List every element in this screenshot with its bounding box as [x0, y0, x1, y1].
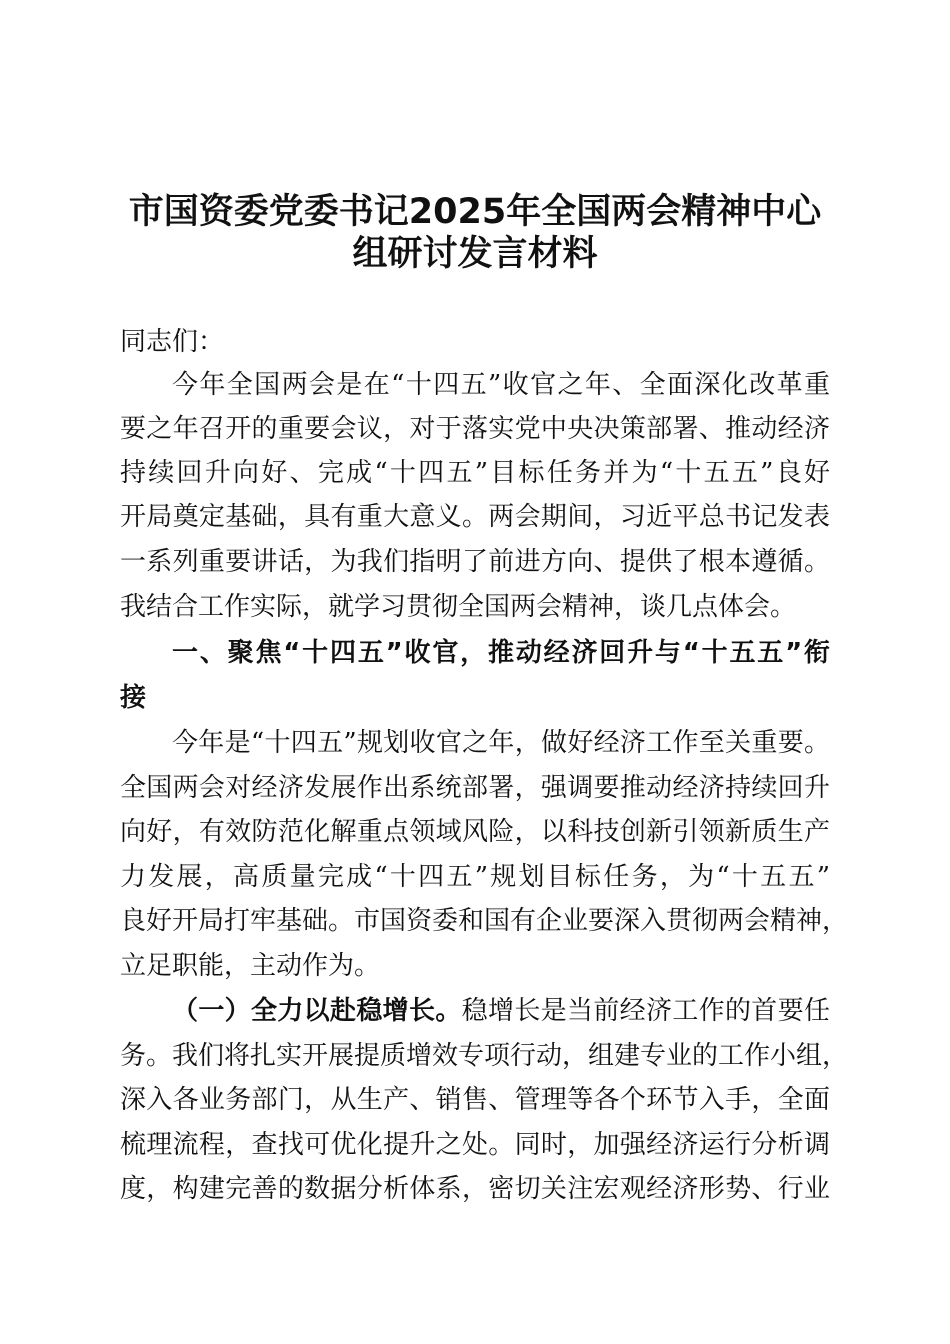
section-heading: 一、聚焦“十四五”收官，推动经济回升与“十五五”衔: [172, 638, 830, 668]
intro-line: 一系列重要讲话，为我们指明了前进方向、提供了根本遵循。: [120, 547, 830, 577]
body-line: 全国两会对经济发展作出系统部署，强调要推动经济持续回升: [120, 773, 830, 803]
body-line: 度，构建完善的数据分析体系，密切关注宏观经济形势、行业: [120, 1174, 830, 1204]
body-line: 力发展，高质量完成“十四五”规划目标任务，为“十五五”: [120, 862, 830, 892]
body-line: 向好，有效防范化解重点领域风险，以科技创新引领新质生产: [120, 817, 830, 847]
intro-line: 要之年召开的重要会议，对于落实党中央决策部署、推动经济: [120, 414, 830, 444]
salutation: 同志们：: [120, 327, 225, 357]
body-line: 立足职能，主动作为。: [120, 951, 381, 981]
document-title-line-2: 组研讨发言材料: [352, 234, 598, 274]
subsection-title: （一）全力以赴稳增长。: [172, 996, 462, 1026]
document-title-line-1: 市国资委党委书记2025年全国两会精神中心: [128, 192, 822, 232]
body-text: 稳增长是当前经济工作的首要任: [461, 996, 830, 1026]
body-line: 深入各业务部门，从生产、销售、管理等各个环节入手，全面: [120, 1085, 830, 1115]
intro-line: 持续回升向好、完成“十四五”目标任务并为“十五五”良好: [120, 458, 830, 488]
intro-line: 我结合工作实际，就学习贯彻全国两会精神，谈几点体会。: [120, 592, 797, 622]
intro-line: 开局奠定基础，具有重大意义。两会期间，习近平总书记发表: [120, 502, 830, 532]
body-line: 梳理流程，查找可优化提升之处。同时，加强经济运行分析调: [120, 1130, 830, 1160]
body-line: 务。我们将扎实开展提质增效专项行动，组建专业的工作小组，: [120, 1041, 849, 1071]
section-heading: 接: [120, 683, 147, 713]
subsection-first-line: [120, 994, 830, 1028]
body-line: 今年是“十四五”规划收官之年，做好经济工作至关重要。: [172, 728, 830, 758]
body-line: 良好开局打牢基础。市国资委和国有企业要深入贯彻两会精神，: [120, 906, 849, 936]
intro-line: 今年全国两会是在“十四五”收官之年、全面深化改革重: [172, 370, 830, 400]
